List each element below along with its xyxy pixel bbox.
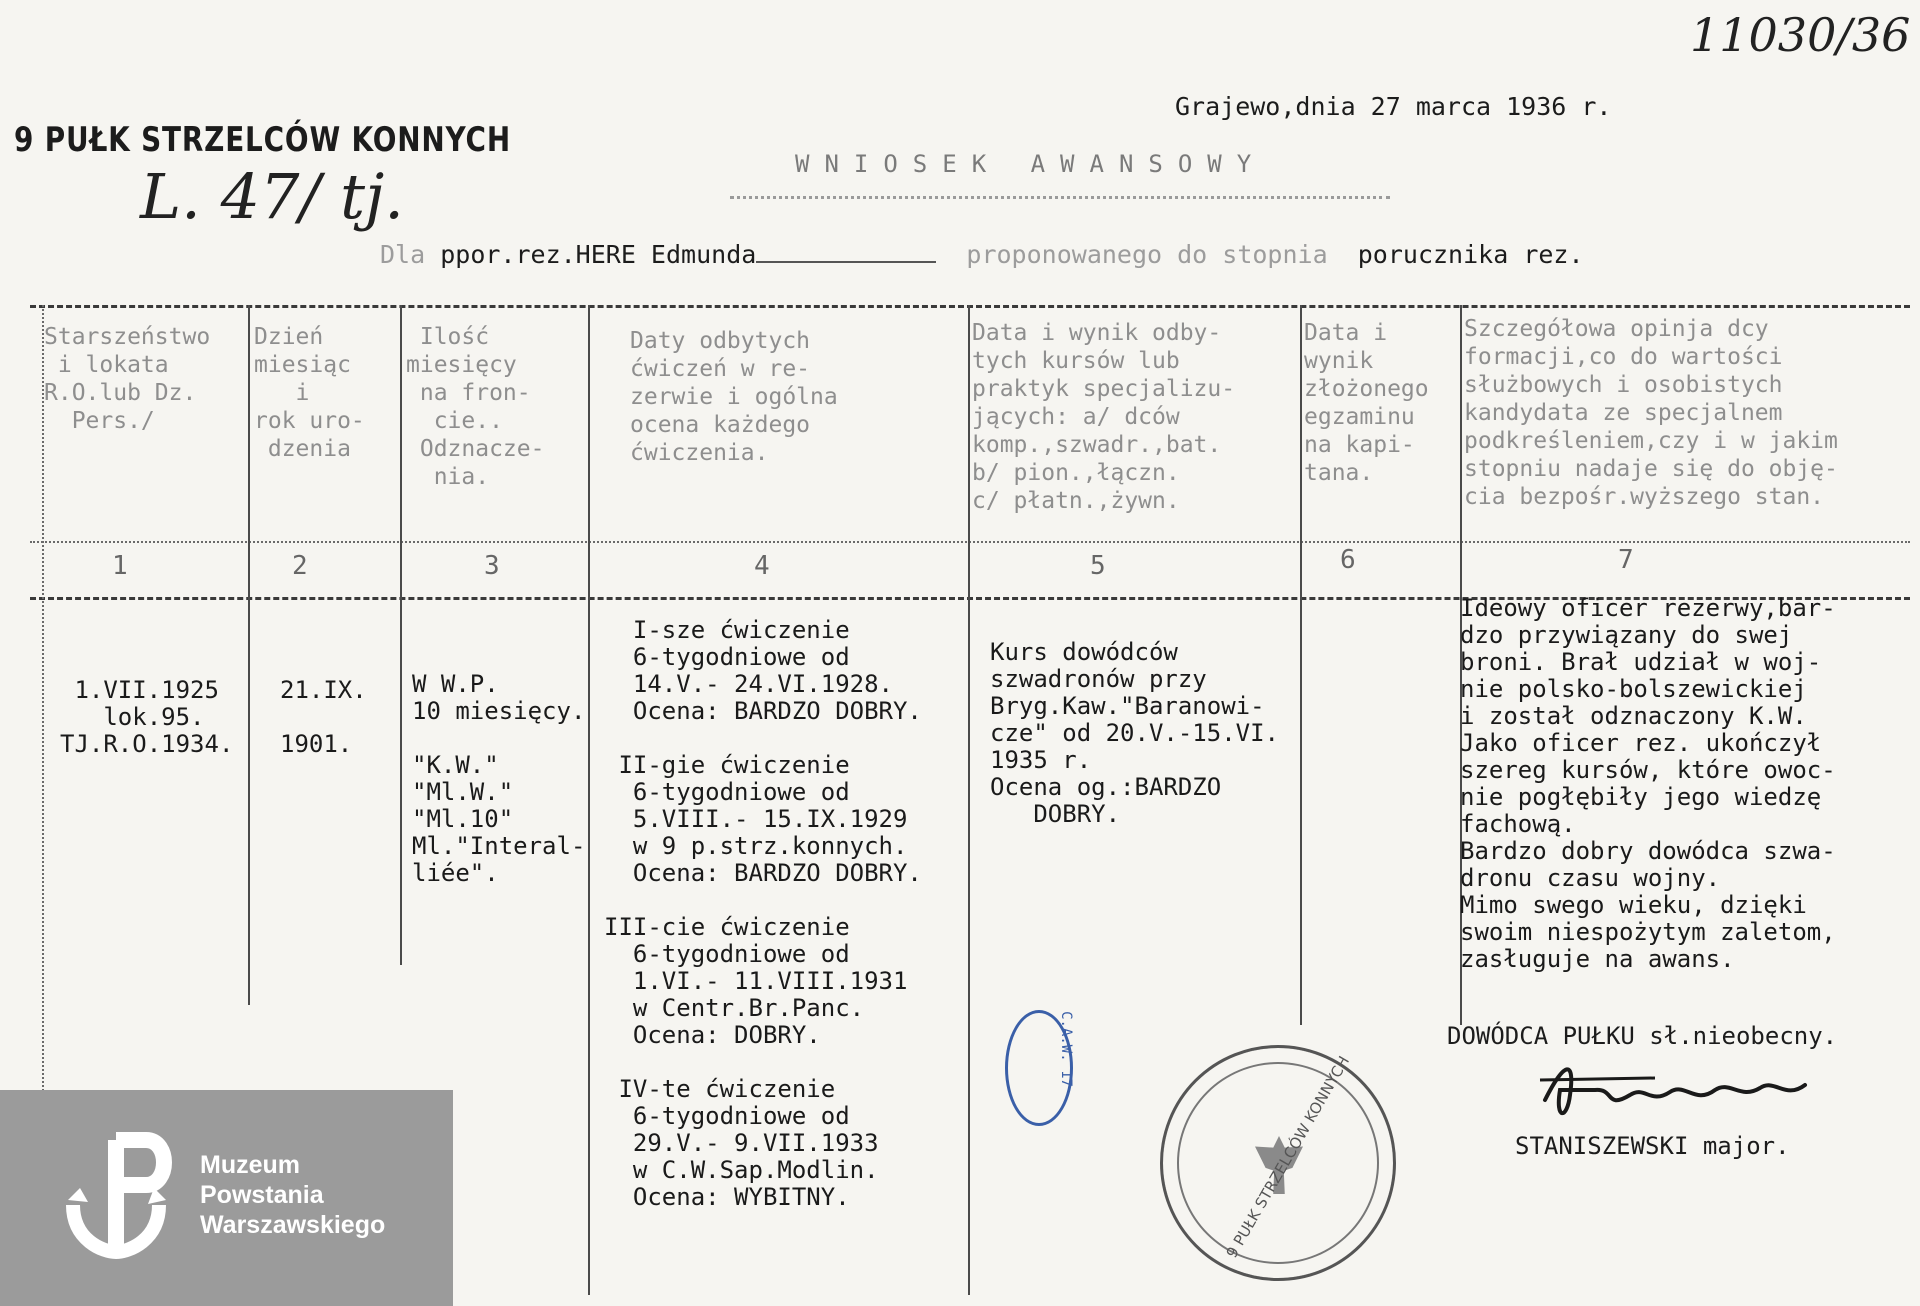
commander-name: STANISZEWSKI major. — [1515, 1132, 1790, 1160]
seal-text: 9 PUŁK STRZELCÓW KONNYCH — [1222, 1052, 1354, 1262]
column-number: 6 — [1340, 545, 1356, 575]
commander-signature — [1535, 1050, 1825, 1130]
column-header: Szczegółowa opinja dcy formacji,co do wartości służbowych i osobistych kandydata ze specjalnem podkreśleniem,czy i w jakim stopniu nadaje się do obję- cia bezpośr.wyższego stan. — [1464, 316, 1838, 510]
column-header: Starszeństwo i lokata R.O.lub Dz. Pers./ — [44, 324, 211, 434]
column-divider — [1300, 305, 1302, 1025]
column-header: Data i wynik odby- tych kursów lub praktyk specjalizu- jących: a/ dców komp.,szwadr.,bat. b/ pion.,łączn. c/ płatn.,żywn. — [972, 320, 1236, 514]
museum-logo — [0, 1090, 453, 1306]
seniority-cell: 1.VII.1925 lok.95. TJ.R.O.1934. — [60, 676, 234, 758]
archive-stamp-text: C.A.W. 17 — [1057, 1011, 1074, 1087]
museum-name — [200, 1150, 385, 1240]
column-divider — [248, 305, 250, 1005]
column-header: Dzień miesiąc i rok uro- dzenia — [254, 324, 365, 462]
column-number: 2 — [292, 551, 308, 581]
title-underline — [730, 196, 1390, 199]
front-months-cell: W W.P. 10 miesięcy. "K.W." "Ml.W." "Ml.10" Ml."Interal- liée". — [412, 670, 586, 887]
exercises-cell: I-sze ćwiczenie 6-tygodniowe od 14.V.- 24.VI.1928. Ocena: BARDZO DOBRY. II-gie ćwiczenie 6-tygodniowe od 5.VIII.- 15.IX.1929 w 9 p.strz.konnych. Ocena: BARDZO DOBRY. III-cie ćwiczenie 6-tygodniowe od 1.VI.- 11.VIII.1931 w Centr.Br.Panc. Ocena: DOBRY. IV-te ćwiczenie 6-tygodniowe od 29.V.- 9.VII.1933 w C.W.Sap.Modlin. Ocena: WYBITNY. — [604, 616, 922, 1211]
column-number: 5 — [1090, 551, 1106, 581]
column-header: Daty odbytych ćwiczeń w re- zerwie i ogólna ocena każdego ćwiczenia. — [630, 328, 838, 466]
column-divider — [588, 305, 590, 1295]
header-rule — [30, 541, 1910, 543]
column-number: 7 — [1618, 545, 1634, 575]
table-top-rule — [30, 305, 1910, 308]
museum-name-line: Warszawskiego — [200, 1211, 386, 1239]
proposed-label: proponowanego do stopnia — [966, 240, 1328, 269]
place-date: Grajewo,dnia 27 marca 1936 r. — [1175, 92, 1612, 121]
courses-cell: Kurs dowódców szwadronów przy Bryg.Kaw."Baranowi- cze" od 20.V.-15.VI. 1935 r. Ocena og.:BARDZO DOBRY. — [990, 638, 1279, 828]
candidate-line — [380, 240, 1584, 269]
proposed-rank: porucznika rez. — [1357, 240, 1584, 269]
column-divider — [400, 305, 402, 965]
opinion-cell: Ideowy oficer rezerwy,bar- dzo przywiązany do swej broni. Brał udział w woj- nie polsko-bolszewickiej i został odznaczony K.W. Jako oficer rez. ukończył szereg kursów, które owoc- nie pogłębiły jego wiedzę fachową. Bardzo dobry dowódca szwa- dronu czasu wojny. Mimo swego wieku, dzięki swoim niespożytym zaletom, zasługuje na awans. — [1460, 594, 1836, 973]
document-title: WNIOSEK AWANSOWY — [795, 150, 1267, 178]
column-number: 1 — [112, 551, 128, 581]
blank-line — [756, 261, 936, 263]
archive-number: 11030/36 — [1690, 8, 1911, 62]
archive-stamp — [1005, 1010, 1073, 1126]
candidate-name: ppor.rez.HERE Edmunda — [440, 240, 757, 269]
reference-number: L. 47/ tj. — [140, 160, 404, 233]
unit-name: 9 PUŁK STRZELCÓW KONNYCH — [14, 120, 511, 160]
kotwica-icon — [58, 1130, 188, 1260]
column-header: Data i wynik złożonego egzaminu na kapi- tana. — [1304, 320, 1429, 486]
birth-date-cell: 21.IX. 1901. — [280, 676, 367, 758]
museum-name-line: Powstania — [200, 1181, 324, 1209]
museum-name-line: Muzeum — [200, 1151, 300, 1179]
column-number: 3 — [484, 551, 500, 581]
column-divider — [968, 305, 970, 1295]
commander-role: DOWÓDCA PUŁKU sł.nieobecny. — [1447, 1022, 1838, 1050]
column-header: Ilość miesięcy na fron- cie.. Odznacze- nia. — [406, 324, 545, 490]
for-prefix: Dla — [380, 240, 426, 269]
unit-seal — [1160, 1045, 1396, 1281]
column-number: 4 — [754, 551, 770, 581]
